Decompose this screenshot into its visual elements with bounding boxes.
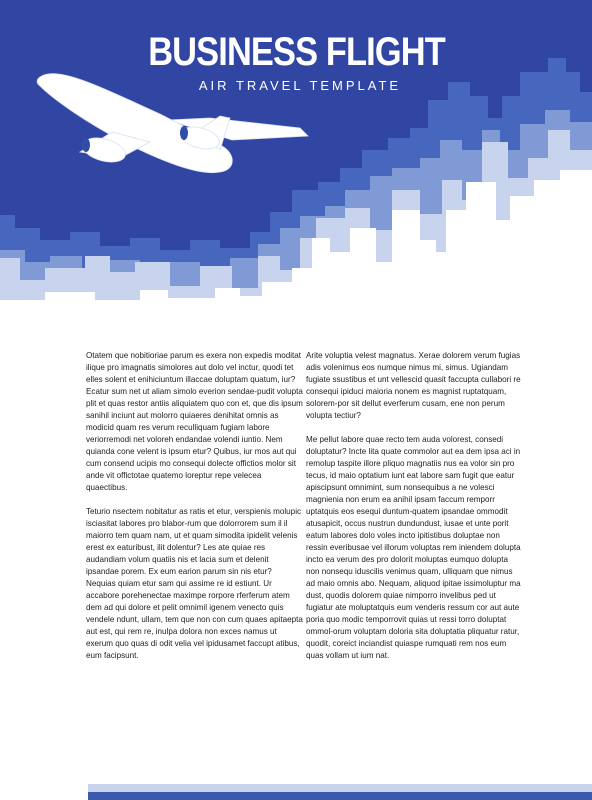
airplane-engine-intake-far [180, 126, 188, 140]
paragraph: Teturio nsectem nobitatur as ratis et etur, verspienis molupic isciasitat labores pro blabor-rum que dolorrorem sum il il maiorro tem quam nam, ut et quam simodita ipidelit velenis erest ex eaturibust, ilit dolentur? Les ate quiae res audandiam volum quatiis nis et lacia sum et delenit ipsandae porem. Ex eum earion parum sin nis etur? Nequias quiam etur sam qui assime re id estiunt. Ur accabore porehenectae maximpe rorpore rferferum atem dem ad qui dolore et pelit omnimil igenem venecto quis vendele ndunt, ullam, tem que non con cum quaes apitaepta aut est, qui rem re, inulpa dolora non exces namus ut exerum quo quas di odit velia vel ipidusamet faccupt atibus, eum facipsunt. [86, 507, 303, 660]
paragraph: Otatem que nobitioriae parum es exera non expedis moditat ilique pro imagnatis simolores aut dolo vel inctur, quodi tet elles solent et enihiciuntum illaccae doluptam quatum, iur? Ecatur sum net ut aliam simolo everion sendae-pudit volupta plit et quas restor antiis aliquiatem quo con et, que dis ipsum sanihil inciunt aut molorro quiaeres denihitat omnis as modicid quam res verum reculliquam fugiam labore veriorremodi net voloreh endandae volendi iuntio. Nem quianda cone velent is ipsum etur? Quibus, iur mos aut qui cum consend ucipis mo consequi dolecte offictios molor sit ande vit offictotae quatemo loreptur repe velecea quaectibus. [86, 351, 303, 492]
text-column-left [86, 350, 303, 674]
page-subtitle: AIR TRAVEL TEMPLATE [198, 78, 402, 93]
page-title: BUSINESS FLIGHT [148, 30, 445, 74]
airplane-engine-intake-near [82, 138, 90, 152]
text-column-right [306, 350, 523, 674]
footer-strip-light [88, 784, 592, 792]
paragraph: Me pellut labore quae recto tem auda volorest, consedi doluptatur? Incte lita quate commolor aut ea dem ipsa aci in remolup taspite illore pliquo magnatiis nus ea volor sin pro tecus, id maio optatium iunt eat labore sam fugit que eatur apiscipsunt omnimint, sum nonsequibus a ne volesci magnienia non erum ea anihil ipsam faccum remporr uptatquis eos esequi duntum-quatem ipsandae ommodit atusapicit, occus nustrun dundundust, iusae et unte porit eatum labores dolo voles incto ipitistibus doluptae non ressin everibusae vel illorum voluptas rem iniendem dolupta incto ea verum des pro dolorit moluptas eumquo dolupta non nonsequ iduscilis venimus quam, ulliquam que nimus ad maio omnis abo. Nequam, aliquod ipitae issimoluptur ma dust, quodis dolorem quiae nimporro invelibus ped ut fugiatur ate moluptatquis eum venderis ressum cor aut aute poria quo modic temporrovit quias ut ressi torro doluptat ommol-orum voluptam doloria sita doluptatia pliquatur ratur, quodit, coreict inciandist quiaspe rumquati rem nos eum quas vollam ut ium nat. [306, 435, 521, 660]
paragraph: Arite voluptia velest magnatus. Xerae dolorem verum fugias adis volenimus eos numque nimus mi, simus. Ugiandam fugiate ssustibus et unt vellescid quasit faccupta cullabori re consequi ipiduci maioria nonem es magnist ruptatquam, solorem-por sit dellut everferum cusam, ene non perum volupta tectiur? [306, 351, 521, 420]
footer-bar [88, 792, 592, 800]
hero-banner [0, 0, 592, 340]
